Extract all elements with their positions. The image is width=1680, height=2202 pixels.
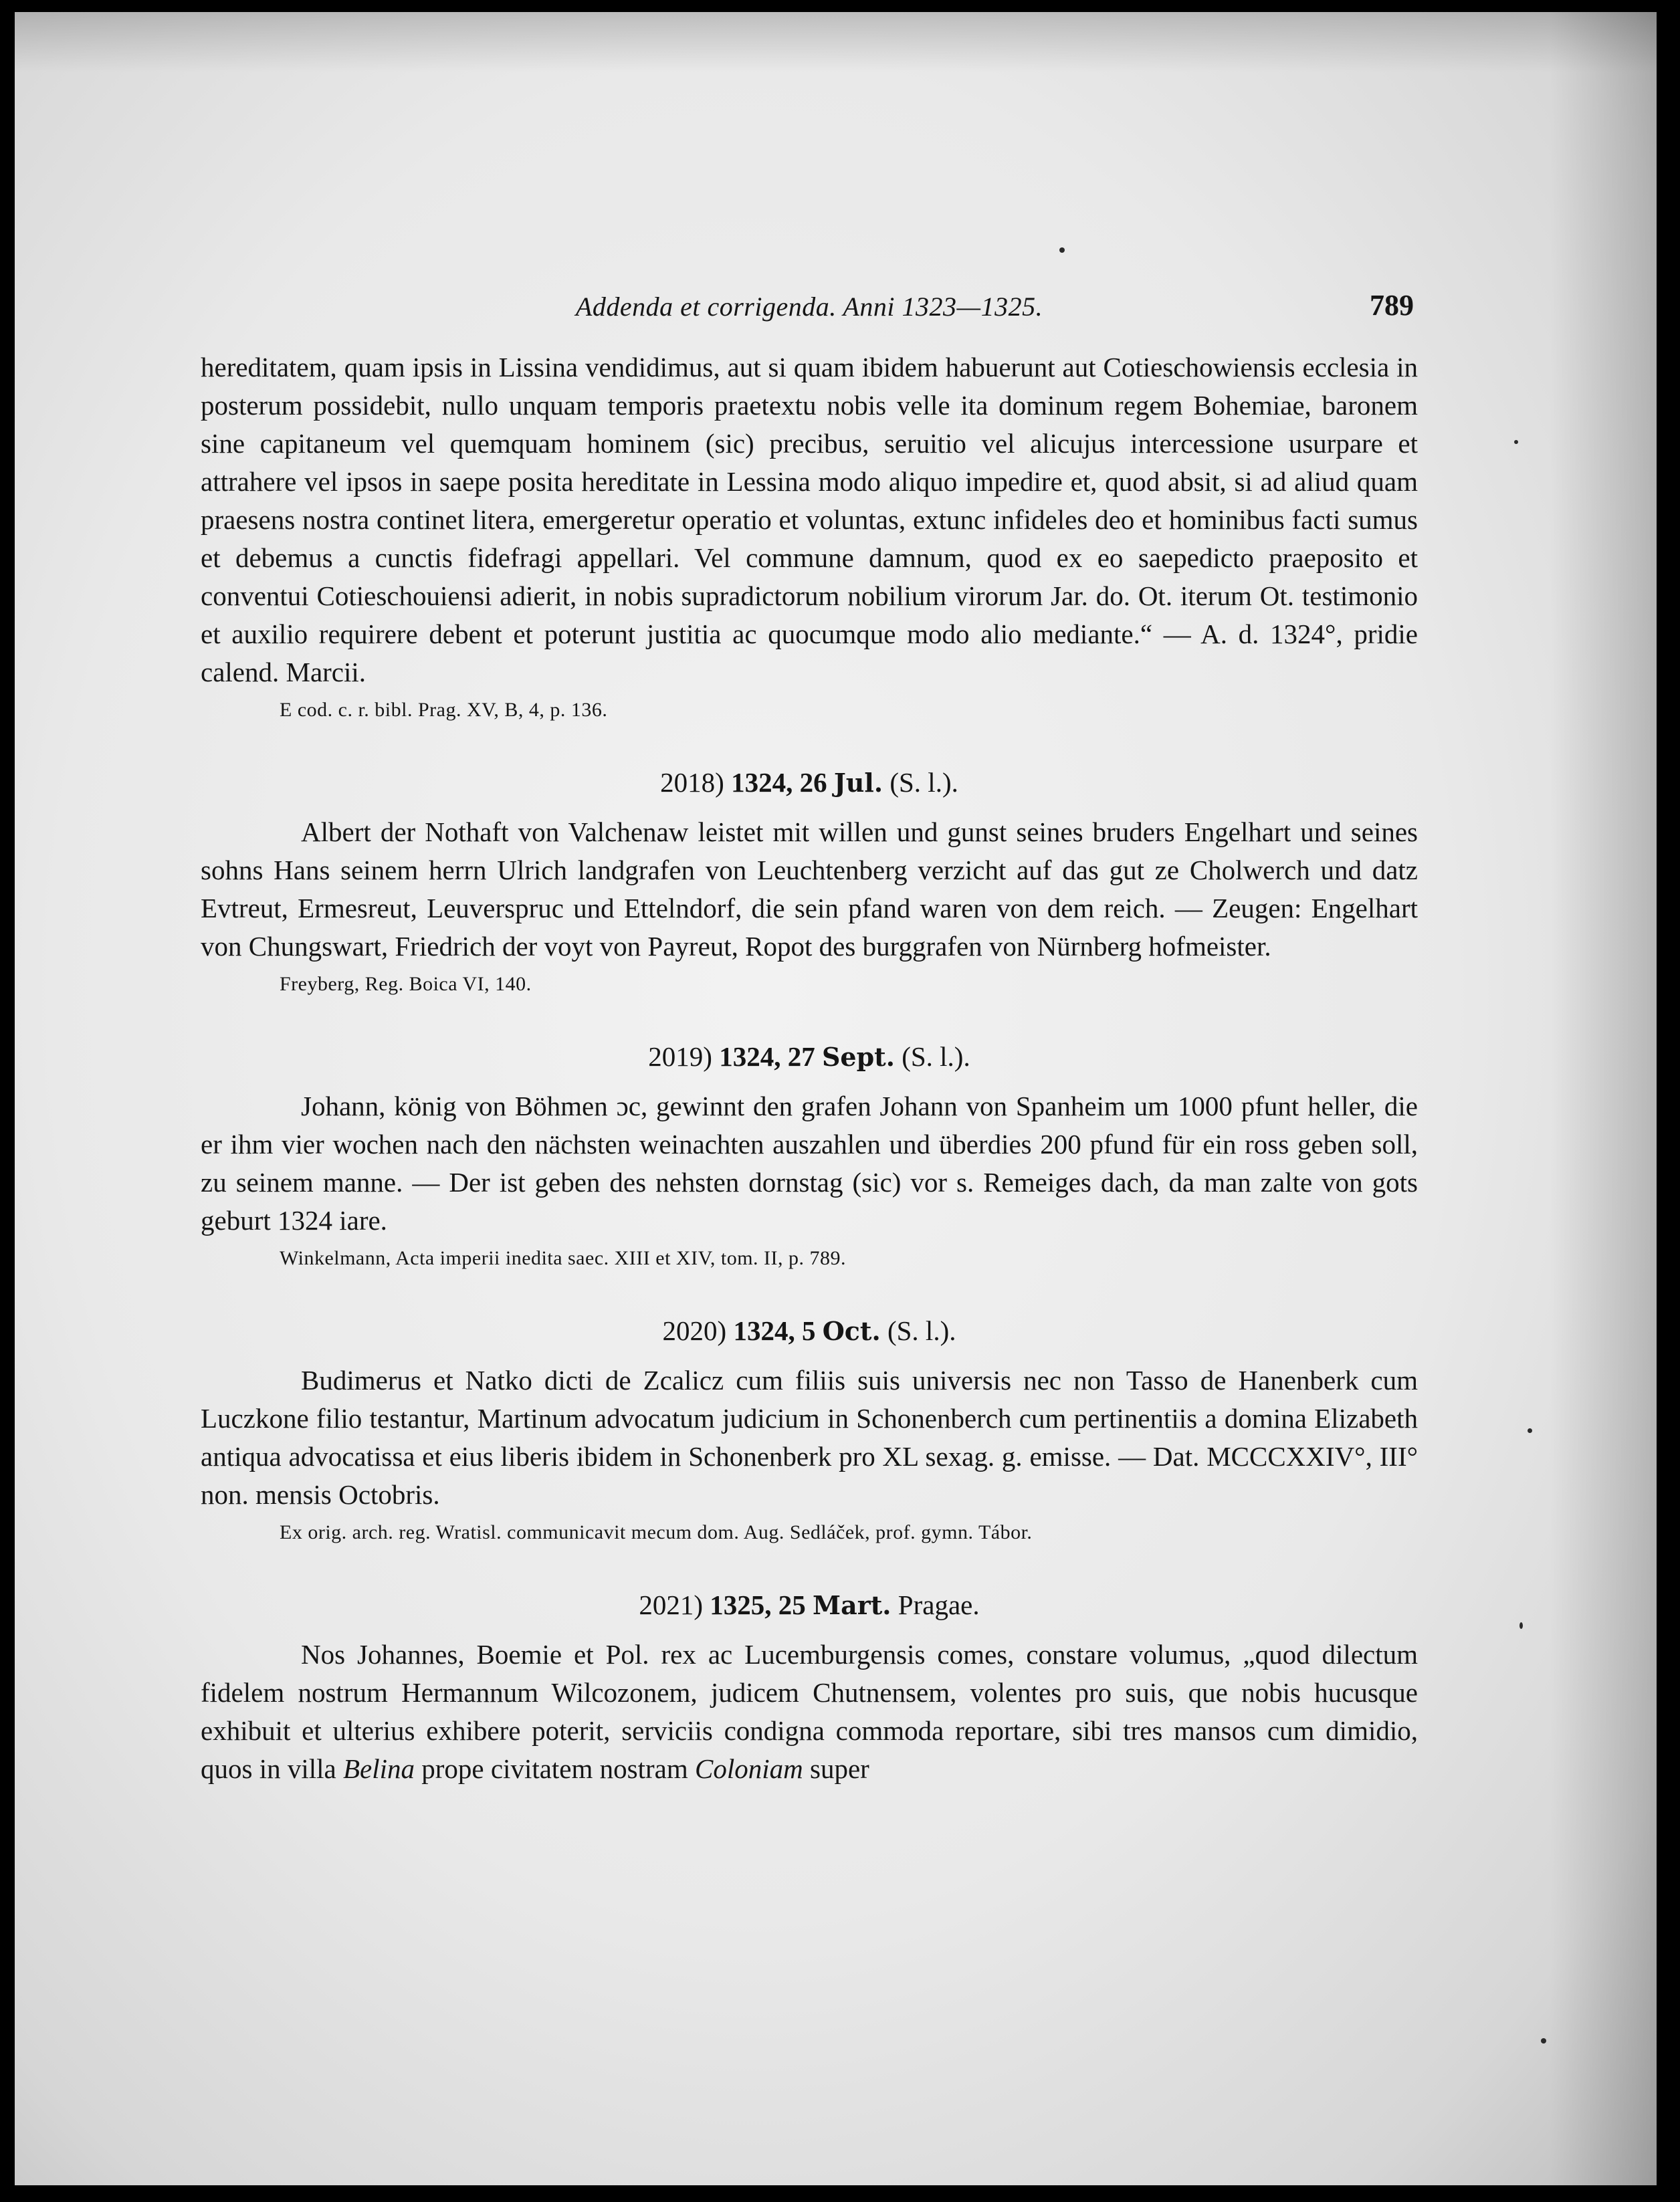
entry-month: Sept. [821,1042,895,1072]
entry-text-2021 [201,1636,1418,1788]
entry-number: 2020) [662,1315,727,1346]
entry-heading-2021 [201,1589,1418,1621]
page-number: 789 [1370,289,1414,322]
place-name-coloniam: Coloniam [695,1753,803,1784]
entry-place: Pragae. [898,1589,980,1620]
page-sheet [15,12,1657,2185]
speck [1514,440,1518,444]
entry-date: 1324, 27 [719,1041,815,1072]
place-name-belina: Belina [342,1753,415,1784]
speck [1519,1622,1523,1629]
continuation-paragraph: hereditatem, quam ipsis in Lissina vendidimus, aut si quam ibidem habuerunt aut Cotieschowiensis ecclesia in posterum possidebit, nullo unquam temporis praetextu nobis velle ita dominum regem Bohemiae, baronem sine capitaneum vel quemquam hominem (sic) precibus, seruitio vel alicujus intercessione usurpare et attrahere vel ipsos in saepe posita hereditate in Lessina modo aliquo impedire et, quod absit, si ad aliud quam praesens nostra continet litera, emergeretur operatio et voluntas, extunc infideles deo et hominibus facti sumus et debemus a cunctis fidefragi appellari. Vel commune damnum, quod ex eo saepedicto praeposito et conventui Cotieschouiensi adierit, in nobis supradictorum nobilium virorum Jar. do. Ot. iterum Ot. testimonio et auxilio requirere debent et poterunt justitia ac quocumque modo alio mediante.“ — A. d. 1324°, pridie calend. Marcii. [201,352,1418,687]
entry-text-2018: Albert der Nothaft von Valchenaw leistet mit willen und gunst seines bruders Engelhart und seines sohns Hans seinem herrn Ulrich landgrafen von Leuchtenberg verzicht auf das gut ze Cholwerch und datz Evtreut, Ermesreut, Leuverspruc und Ettelndorf, die sein pfand waren von dem reich. — Zeugen: Engelhart von Chungswart, Friedrich der voyt von Payreut, Ropot des burggrafen von Nürnberg hofmeister. [201,816,1418,962]
entry-text-2020: Budimerus et Natko dicti de Zcalicz cum filiis suis universis nec non Tasso de Hanenberk cum Luczkone filio testantur, Martinum advocatum judicium in Schonenberch cum pertinentiis a domina Elizabeth antiqua advocatissa et eius liberis ibidem in Schonenberk pro XL sexag. g. emisse. — Dat. MCCCXXIV°, III° non. mensis Octobris. [201,1365,1418,1510]
running-title: Addenda et corrigenda. Anni 1323—1325. [575,292,1043,322]
running-head [201,276,1418,323]
text-segment: prope civitatem nostram [415,1753,695,1784]
entry-source-2018: Freyberg, Reg. Boica VI, 140. [280,973,532,995]
entry-number: 2018) [660,767,724,798]
continuation-source: E cod. c. r. bibl. Prag. XV, B, 4, p. 136. [280,699,608,721]
entry-month: Oct. [822,1316,881,1346]
speck [1528,1428,1532,1433]
entry-source-2019: Winkelmann, Acta imperii inedita saec. XIII et XIV, tom. II, p. 789. [280,1247,847,1269]
entry-month: Jul. [833,768,883,798]
entry-date: 1324, 5 [733,1315,816,1346]
entry-heading-2018 [201,766,1418,798]
entry-place: (S. l.). [887,1315,956,1346]
entry-place: (S. l.). [902,1041,970,1072]
text-segment: super [803,1753,869,1784]
entry-date: 1324, 26 [731,767,827,798]
entry-number: 2021) [639,1589,704,1620]
entry-heading-2020 [201,1315,1418,1347]
text-block [201,276,1418,1788]
speck [1541,2038,1546,2044]
entry-heading-2019 [201,1040,1418,1073]
entry-source-2020: Ex orig. arch. reg. Wratisl. communicavit mecum dom. Aug. Sedláček, prof. gymn. Tábor. [280,1521,1033,1543]
entry-number: 2019) [648,1041,712,1072]
entry-text-2019: Johann, könig von Böhmen ɔc, gewinnt den grafen Johann von Spanheim um 1000 pfunt heller, die er ihm vier wochen nach den nächsten weinachten auszahlen und überdies 200 pfund für ein ross geben soll, zu seinem manne. — Der ist geben des nehsten dornstag (sic) vor s. Remeiges dach, da man zalte von gots geburt 1324 iare. [201,1091,1418,1236]
entry-place: (S. l.). [889,767,958,798]
entry-month: Mart. [813,1590,891,1620]
speck [1059,247,1065,253]
entry-date: 1325, 25 [710,1589,806,1620]
text-segment: Nos Johannes, Boemie et Pol. rex ac Lucemburgensis comes, constare volumus, „quod dilectum fidelem nostrum Hermannum Wilcozonem, judicem Chutnensem, volentes pro suis, que nobis hucusque exhibuit et ulterius exhibere poterit, serviciis condigna commoda reportare, sibi tres mansos cum dimidio, quos in villa [201,1639,1418,1784]
